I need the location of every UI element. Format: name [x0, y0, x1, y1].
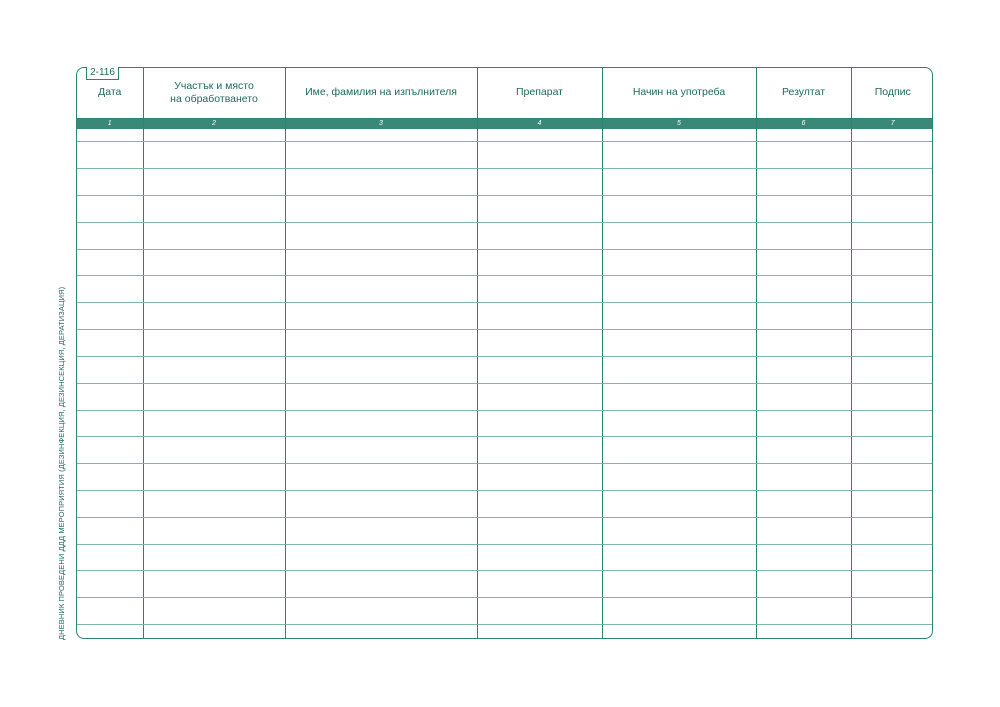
blank-cell[interactable] — [285, 571, 477, 598]
blank-cell[interactable] — [285, 303, 477, 330]
blank-cell[interactable] — [756, 383, 851, 410]
blank-cell[interactable] — [602, 437, 756, 464]
blank-cell[interactable] — [756, 303, 851, 330]
blank-cell[interactable] — [602, 276, 756, 303]
blank-cell[interactable] — [477, 464, 602, 491]
table-row — [77, 276, 933, 303]
table-row — [77, 249, 933, 276]
table-row — [77, 356, 933, 383]
column-header-date: Дата — [77, 68, 143, 118]
blank-cell[interactable] — [143, 517, 285, 544]
blank-cell[interactable] — [756, 169, 851, 196]
blank-cell[interactable] — [851, 383, 933, 410]
blank-cell[interactable] — [143, 276, 285, 303]
column-header-result: Резултат — [756, 68, 851, 118]
table-row — [77, 544, 933, 571]
blank-cell[interactable] — [477, 437, 602, 464]
blank-cell[interactable] — [851, 142, 933, 169]
blank-cell[interactable] — [285, 196, 477, 223]
column-header-method: Начин на употреба — [602, 68, 756, 118]
blank-cell[interactable] — [143, 222, 285, 249]
blank-cell[interactable] — [756, 517, 851, 544]
blank-cell[interactable] — [756, 464, 851, 491]
blank-cell[interactable] — [77, 356, 143, 383]
blank-cell[interactable] — [602, 517, 756, 544]
table-row — [77, 410, 933, 437]
blank-cell[interactable] — [602, 544, 756, 571]
form-code: 2-116 — [86, 67, 119, 80]
blank-cell[interactable] — [143, 356, 285, 383]
blank-cell[interactable] — [602, 598, 756, 625]
blank-cell[interactable] — [851, 303, 933, 330]
blank-cell[interactable] — [143, 169, 285, 196]
blank-cell[interactable] — [756, 490, 851, 517]
table-row — [77, 330, 933, 357]
column-number: 3 — [285, 118, 477, 129]
blank-cell[interactable] — [77, 464, 143, 491]
blank-cell[interactable] — [756, 437, 851, 464]
blank-cell[interactable] — [851, 464, 933, 491]
blank-cell[interactable] — [285, 142, 477, 169]
table-row — [77, 464, 933, 491]
blank-cell[interactable] — [602, 490, 756, 517]
blank-cell[interactable] — [77, 410, 143, 437]
blank-cell[interactable] — [285, 330, 477, 357]
blank-cell[interactable] — [602, 222, 756, 249]
table-row — [77, 598, 933, 625]
blank-cell[interactable] — [477, 410, 602, 437]
blank-cell[interactable] — [77, 142, 143, 169]
blank-cell[interactable] — [285, 129, 477, 142]
blank-cell[interactable] — [851, 625, 933, 638]
blank-cell[interactable] — [143, 544, 285, 571]
blank-cell[interactable] — [851, 490, 933, 517]
blank-cell[interactable] — [851, 249, 933, 276]
blank-cell[interactable] — [285, 490, 477, 517]
blank-cell[interactable] — [143, 142, 285, 169]
blank-cell[interactable] — [477, 276, 602, 303]
blank-cell[interactable] — [756, 571, 851, 598]
blank-cell[interactable] — [77, 571, 143, 598]
table-row — [77, 437, 933, 464]
blank-cell[interactable] — [851, 517, 933, 544]
blank-cell[interactable] — [143, 249, 285, 276]
blank-cell[interactable] — [602, 383, 756, 410]
blank-cell[interactable] — [477, 517, 602, 544]
blank-cell[interactable] — [851, 410, 933, 437]
blank-cell[interactable] — [602, 303, 756, 330]
blank-cell[interactable] — [285, 356, 477, 383]
blank-cell[interactable] — [756, 276, 851, 303]
ledger-body — [77, 129, 933, 639]
blank-cell[interactable] — [851, 437, 933, 464]
blank-cell[interactable] — [756, 410, 851, 437]
column-header-preparation: Препарат — [477, 68, 602, 118]
table-row — [77, 303, 933, 330]
blank-cell[interactable] — [77, 437, 143, 464]
blank-cell[interactable] — [143, 437, 285, 464]
blank-cell[interactable] — [602, 625, 756, 638]
table-row — [77, 222, 933, 249]
column-number: 2 — [143, 118, 285, 129]
blank-cell[interactable] — [756, 196, 851, 223]
blank-cell[interactable] — [477, 625, 602, 638]
blank-cell[interactable] — [602, 464, 756, 491]
blank-cell[interactable] — [756, 129, 851, 142]
blank-cell[interactable] — [77, 544, 143, 571]
blank-cell[interactable] — [851, 356, 933, 383]
blank-cell[interactable] — [285, 169, 477, 196]
blank-cell[interactable] — [477, 129, 602, 142]
blank-cell[interactable] — [77, 625, 143, 638]
blank-cell[interactable] — [77, 598, 143, 625]
blank-cell[interactable] — [477, 330, 602, 357]
blank-cell[interactable] — [77, 330, 143, 357]
blank-cell[interactable] — [851, 330, 933, 357]
table-row — [77, 129, 933, 142]
blank-cell[interactable] — [143, 410, 285, 437]
blank-cell[interactable] — [77, 196, 143, 223]
blank-cell[interactable] — [756, 356, 851, 383]
table-row — [77, 142, 933, 169]
blank-cell[interactable] — [143, 571, 285, 598]
table-row — [77, 625, 933, 638]
blank-cell[interactable] — [285, 249, 477, 276]
blank-cell[interactable] — [143, 330, 285, 357]
blank-cell[interactable] — [285, 437, 477, 464]
blank-cell[interactable] — [602, 571, 756, 598]
column-number: 4 — [477, 118, 602, 129]
blank-cell[interactable] — [143, 129, 285, 142]
blank-cell[interactable] — [285, 625, 477, 638]
blank-cell[interactable] — [477, 249, 602, 276]
blank-cell[interactable] — [77, 169, 143, 196]
blank-cell[interactable] — [602, 249, 756, 276]
blank-cell[interactable] — [285, 544, 477, 571]
blank-cell[interactable] — [77, 249, 143, 276]
column-number: 1 — [77, 118, 143, 129]
blank-cell[interactable] — [77, 222, 143, 249]
blank-cell[interactable] — [143, 625, 285, 638]
blank-cell[interactable] — [77, 517, 143, 544]
table-row — [77, 517, 933, 544]
blank-cell[interactable] — [477, 142, 602, 169]
blank-cell[interactable] — [851, 169, 933, 196]
blank-cell[interactable] — [77, 383, 143, 410]
blank-cell[interactable] — [851, 196, 933, 223]
blank-cell[interactable] — [285, 410, 477, 437]
blank-cell[interactable] — [477, 356, 602, 383]
blank-cell[interactable] — [602, 196, 756, 223]
blank-cell[interactable] — [756, 330, 851, 357]
blank-cell[interactable] — [851, 598, 933, 625]
blank-cell[interactable] — [143, 383, 285, 410]
blank-cell[interactable] — [477, 383, 602, 410]
column-header-performer: Име, фамилия на изпълнителя — [285, 68, 477, 118]
column-number-band — [77, 118, 933, 129]
column-header-location-label: Участък и място на обработването — [170, 79, 258, 105]
blank-cell[interactable] — [143, 598, 285, 625]
blank-cell[interactable] — [756, 544, 851, 571]
blank-cell[interactable] — [851, 544, 933, 571]
blank-cell[interactable] — [602, 129, 756, 142]
blank-cell[interactable] — [851, 222, 933, 249]
blank-cell[interactable] — [477, 169, 602, 196]
blank-cell[interactable] — [143, 490, 285, 517]
blank-cell[interactable] — [143, 303, 285, 330]
table-row — [77, 169, 933, 196]
blank-cell[interactable] — [143, 464, 285, 491]
blank-cell[interactable] — [477, 598, 602, 625]
blank-cell[interactable] — [285, 276, 477, 303]
blank-cell[interactable] — [77, 490, 143, 517]
blank-cell[interactable] — [602, 410, 756, 437]
blank-cell[interactable] — [756, 625, 851, 638]
ledger-frame — [76, 67, 933, 639]
column-header-row — [77, 68, 933, 118]
blank-cell[interactable] — [477, 571, 602, 598]
blank-cell[interactable] — [756, 598, 851, 625]
blank-cell[interactable] — [851, 571, 933, 598]
blank-cell[interactable] — [477, 196, 602, 223]
blank-cell[interactable] — [756, 222, 851, 249]
column-header-signature: Подпис — [851, 68, 933, 118]
blank-cell[interactable] — [602, 142, 756, 169]
blank-cell[interactable] — [756, 142, 851, 169]
blank-cell[interactable] — [851, 276, 933, 303]
blank-cell[interactable] — [756, 249, 851, 276]
column-header-location — [143, 68, 285, 118]
blank-cell[interactable] — [77, 276, 143, 303]
table-row — [77, 571, 933, 598]
table-row — [77, 490, 933, 517]
table-row — [77, 196, 933, 223]
blank-cell[interactable] — [285, 383, 477, 410]
side-caption: ДНЕВНИК ПРОВЕДЕНИ ДДД МЕРОПРИЯТИЯ (ДЕЗИНФЕКЦИЯ, ДЕЗИНСЕКЦИЯ, ДЕРАТИЗАЦИЯ) — [57, 286, 66, 640]
blank-cell[interactable] — [477, 303, 602, 330]
blank-cell[interactable] — [851, 129, 933, 142]
blank-cell[interactable] — [285, 517, 477, 544]
blank-cell[interactable] — [77, 129, 143, 142]
blank-cell[interactable] — [143, 196, 285, 223]
blank-cell[interactable] — [285, 222, 477, 249]
blank-cell[interactable] — [602, 169, 756, 196]
blank-cell[interactable] — [477, 544, 602, 571]
blank-cell[interactable] — [477, 490, 602, 517]
blank-cell[interactable] — [477, 222, 602, 249]
ledger-table — [77, 68, 933, 638]
column-number: 6 — [756, 118, 851, 129]
blank-cell[interactable] — [602, 330, 756, 357]
blank-cell[interactable] — [602, 356, 756, 383]
table-row — [77, 383, 933, 410]
blank-cell[interactable] — [285, 464, 477, 491]
blank-cell[interactable] — [285, 598, 477, 625]
blank-cell[interactable] — [77, 303, 143, 330]
column-number: 5 — [602, 118, 756, 129]
column-number: 7 — [851, 118, 933, 129]
